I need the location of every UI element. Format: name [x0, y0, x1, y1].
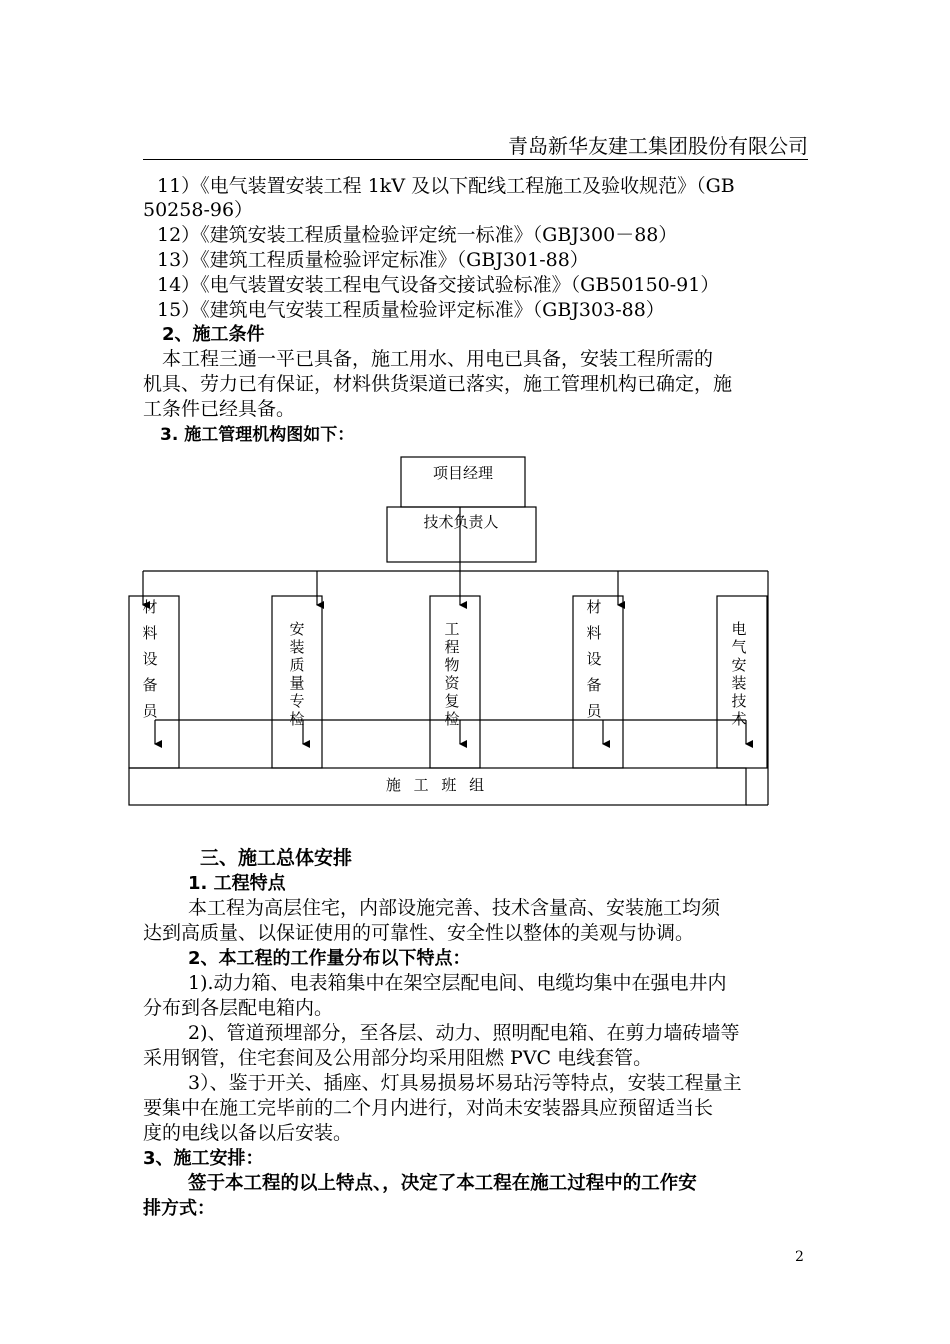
s3-line: 排方式： [143, 1198, 215, 1219]
section-3-heading: 3. 施工管理机构图如下： [160, 425, 355, 445]
s1-line: 本工程为高层住宅，内部设施完善、技术含量高、安装施工均须 [188, 897, 721, 919]
work-team-label: 施 工 班 组 [385, 776, 489, 794]
s3-heading: 3、施工安排： [143, 1148, 264, 1169]
section-2-line: 机具、劳力已有保证，材料供货渠道已落实，施工管理机构已确定，施 [143, 373, 733, 395]
s1-line: 达到高质量、以保证使用的可靠性、安全性以整体的美观与协调。 [143, 922, 695, 944]
ref-13: 13）《建筑工程质量检验评定标准》（GBJ301-88） [157, 249, 589, 271]
ref-11-cont: 50258-96） [143, 199, 254, 221]
s3-line: 签于本工程的以上特点、，决定了本工程在施工过程中的工作安 [188, 1173, 697, 1194]
section-2-line: 本工程三通一平已具备，施工用水、用电已具备，安装工程所需的 [162, 348, 714, 370]
s1-heading: 1. 工程特点 [188, 873, 286, 894]
section-2-heading: 2、施工条件 [162, 324, 265, 345]
s2-line: 采用钢管，住宅套间及公用部分均采用阻燃 PVC 电线套管。 [143, 1047, 653, 1069]
s2-line: 度的电线以备以后安装。 [143, 1122, 353, 1144]
tech-lead-label: 技术负责人 [423, 513, 499, 531]
ref-14: 14）《电气装置安装工程电气设备交接试验标准》（GB50150-91） [157, 274, 720, 296]
ref-12: 12）《建筑安装工程质量检验评定统一标准》（GBJ300－88） [157, 224, 678, 246]
role-label-3: 工程物资复检 [444, 620, 460, 728]
ref-11: 11）《电气装置安装工程 1kV 及以下配线工程施工及验收规范》（GB [157, 175, 735, 197]
s2-line: 要集中在施工完毕前的二个月内进行，对尚未安装器具应预留适当长 [143, 1097, 714, 1119]
page-number: 2 [795, 1249, 804, 1265]
s2-line: 2)、管道预埋部分，至各层、动力、照明配电箱、在剪力墙砖墙等 [188, 1022, 740, 1044]
s2-heading: 2、本工程的工作量分布以下特点： [188, 948, 471, 969]
role-label-1: 材料设备员 [142, 598, 158, 720]
part-3-heading: 三、施工总体安排 [200, 847, 353, 869]
role-label-4: 材料设备员 [586, 598, 602, 720]
s2-line: 分布到各层配电箱内。 [143, 997, 334, 1019]
role-label-5: 电气安装技术 [731, 620, 747, 728]
role-label-2: 安装质量专检 [289, 620, 305, 728]
s2-line: 1).动力箱、电表箱集中在架空层配电间、电缆均集中在强电井内 [188, 972, 727, 994]
section-2-line: 工条件已经具备。 [143, 398, 296, 420]
project-manager-label: 项目经理 [432, 464, 494, 482]
ref-15: 15）《建筑电气安装工程质量检验评定标准》（GBJ303-88） [157, 299, 665, 321]
company-name: 青岛新华友建工集团股份有限公司 [508, 134, 808, 158]
s2-line: 3）、鉴于开关、插座、灯具易损易坏易玷污等特点，安装工程量主 [188, 1072, 742, 1094]
